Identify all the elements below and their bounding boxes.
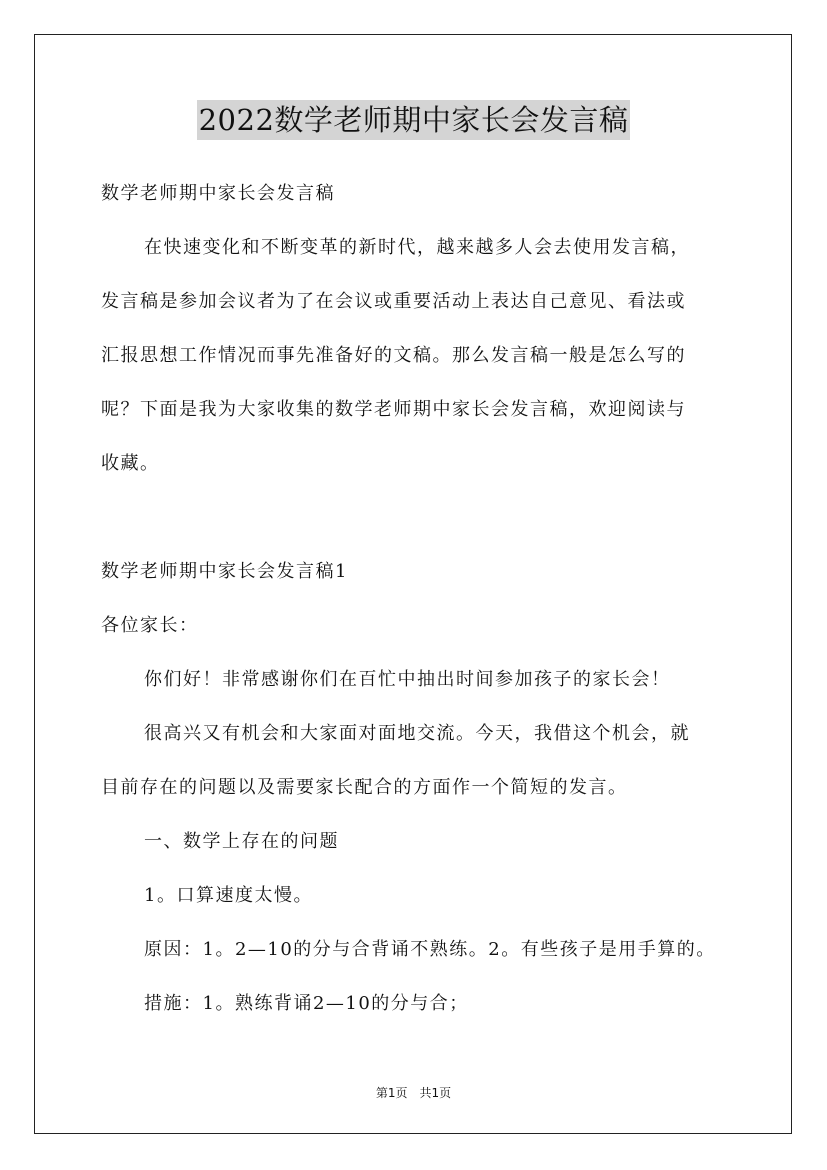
document-title: 2022数学老师期中家长会发言稿 — [197, 100, 631, 140]
title-container — [0, 100, 827, 140]
intro-line-5: 收藏。 — [101, 453, 160, 474]
intro-line-4: 呢？下面是我为大家收集的数学老师期中家长会发言稿，欢迎阅读与 — [101, 399, 686, 420]
problem-item-1: 1。口算速度太慢。 — [144, 885, 313, 906]
page-footer: 第1页 共1页 — [375, 1086, 452, 1100]
section-heading: 数学老师期中家长会发言稿1 — [101, 561, 348, 582]
greeting-line: 你们好！非常感谢你们在百忙中抽出时间参加孩子的家长会！ — [144, 669, 671, 690]
intro-line-3: 汇报思想工作情况而事先准备好的文稿。那么发言稿一般是怎么写的 — [101, 345, 686, 366]
body-line-2: 目前存在的问题以及需要家长配合的方面作一个简短的发言。 — [101, 777, 628, 798]
intro-line-1: 在快速变化和不断变革的新时代，越来越多人会去使用发言稿， — [144, 237, 690, 258]
cause-line: 原因：1。2—10的分与合背诵不熟练。2。有些孩子是用手算的。 — [144, 939, 716, 960]
subtitle-line: 数学老师期中家长会发言稿 — [101, 183, 335, 204]
intro-line-2: 发言稿是参加会议者为了在会议或重要活动上表达自己意见、看法或 — [101, 291, 686, 312]
body-line-1: 很高兴又有机会和大家面对面地交流。今天，我借这个机会，就 — [144, 723, 690, 744]
salutation: 各位家长： — [101, 615, 199, 636]
measure-line: 措施：1。熟练背诵2—10的分与合； — [144, 993, 469, 1014]
problem-heading: 一、数学上存在的问题 — [144, 831, 339, 852]
